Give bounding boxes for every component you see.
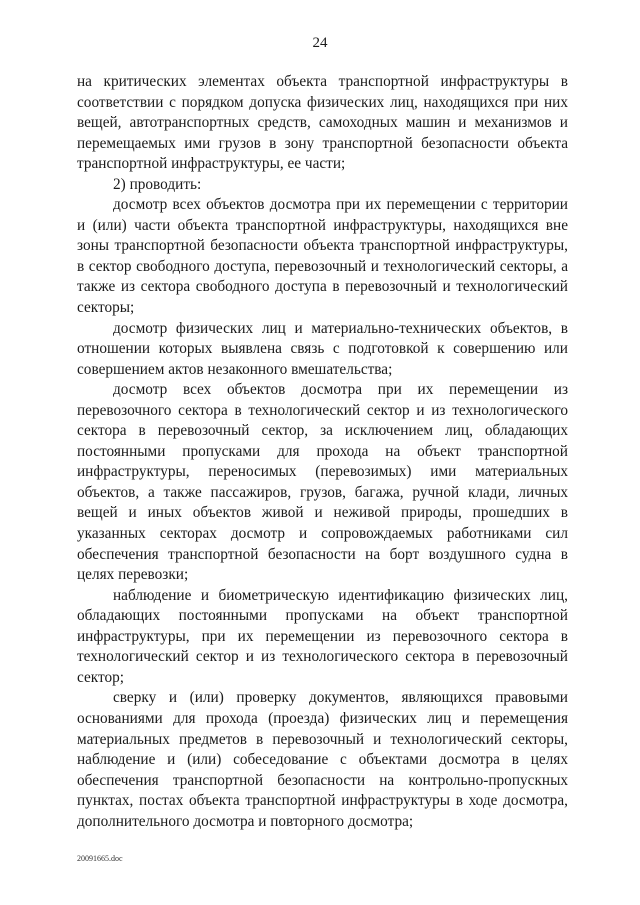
paragraph-continuation: на критических элементах объекта транспортной инфраструктуры в соответствии с порядком допуска физических лиц, находящихся при них вещей, автотранспортных средств, самоходных машин и механизмов и перемещаемых ими грузов в зону транспортной безопасности объекта транспортной инфраструктуры, ее части; (77, 73, 568, 173)
document-body (77, 72, 568, 832)
paragraph-inspection-persons: досмотр физических лиц и материально-технических объектов, в отношении которых выявлена связь с подготовкой к совершению или совершением актов незаконного вмешательства; (77, 319, 568, 378)
paragraph-list-item-2: 2) проводить: (113, 175, 202, 193)
paragraph-inspection-sectors: досмотр всех объектов досмотра при их перемещении из перевозочного сектора в технологический сектор и из технологического сектора в перевозочный сектор, за исключением лиц, обладающих постоянными пропусками для прохода на объект транспортной инфраструктуры, переносимых (перевозимых) ими материальных объектов, а также пассажиров, грузов, багажа, ручной клади, личных вещей и иных объектов живой и неживой природы, прошедших в указанных секторах досмотр и сопровождаемых работниками сил обеспечения транспортной безопасности на борт воздушного судна в целях перевозки; (77, 381, 568, 584)
paragraph-inspection-all-objects: досмотр всех объектов досмотра при их перемещении с территории и (или) части объекта транспортной инфраструктуры, находящихся вне зоны транспортной безопасности объекта транспортной инфраструктуры, в сектор свободного доступа, перевозочный и технологический секторы, а также из сектора свободного доступа в перевозочный и технологический секторы; (77, 196, 568, 317)
footer-filename: 20091665.doc (77, 854, 123, 863)
paragraph-biometric-identification: наблюдение и биометрическую идентификацию физических лиц, обладающих постоянными пропусками на объект транспортной инфраструктуры, при их перемещении из перевозочного сектора в технологический сектор и из технологического сектора в перевозочный сектор; (77, 586, 568, 686)
page-number: 24 (312, 35, 328, 51)
paragraph-document-verification: сверку и (или) проверку документов, являющихся правовыми основаниями для прохода (проезда) физических лиц и перемещения материальных предметов в перевозочный и технологический секторы, наблюдение и (или) собеседование с объектами досмотра в целях обеспечения транспортной безопасности на контрольно-пропускных пунктах, постах объекта транспортной инфраструктуры в ходе досмотра, дополнительного досмотра и повторного досмотра; (77, 689, 568, 830)
